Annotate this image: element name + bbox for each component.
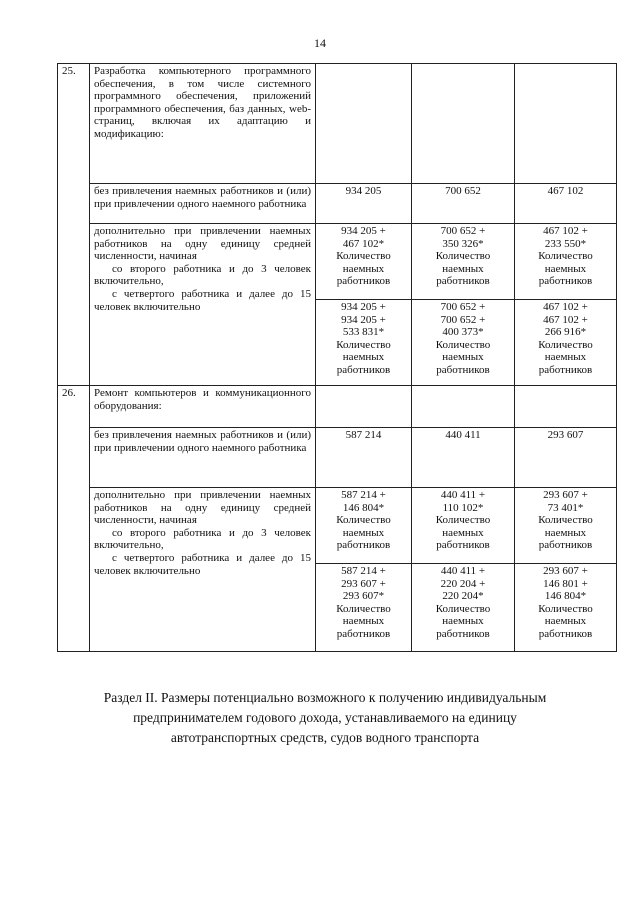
tier2-cell: 700 652 + 700 652 + 400 373* Количество наемных работников <box>412 300 515 386</box>
table-row <box>58 386 617 428</box>
table-row <box>58 184 617 224</box>
from-second-worker: со второго работника и до 3 человек включительно, <box>94 526 311 552</box>
table-row <box>58 428 617 488</box>
table-row <box>58 488 617 564</box>
tier1-cell: 587 214 + 146 804* Количество наемных работников <box>316 488 412 564</box>
additional-intro: дополнительно при привлечении наемных работников на одну единицу средней численности, начиная <box>94 225 311 263</box>
tier2-cell: 587 214 + 293 607 + 293 607* Количество наемных работников <box>316 564 412 652</box>
additional-intro: дополнительно при привлечении наемных работников на одну единицу средней численности, начиная <box>94 489 311 527</box>
section-heading-line: предпринимателем годового дохода, устанавливаемого на единицу <box>133 710 517 725</box>
tier1-cell: 934 205 + 467 102* Количество наемных работников <box>316 224 412 300</box>
row-number: 26. <box>58 386 90 652</box>
page-number: 14 <box>314 36 326 50</box>
tier1-cell: 700 652 + 350 326* Количество наемных работников <box>412 224 515 300</box>
value-cell: 700 652 <box>412 184 515 224</box>
value-cell: 440 411 <box>412 428 515 488</box>
tier2-cell: 934 205 + 934 205 + 533 831* Количество наемных работников <box>316 300 412 386</box>
additional-workers-label <box>90 224 316 386</box>
from-fourth-worker: с четвертого работника и далее до 15 человек включительно <box>94 287 311 313</box>
without-workers-label: без привлечения наемных работников и (или) при привлечении одного наемного работника <box>90 184 316 224</box>
value-cell: 467 102 <box>515 184 617 224</box>
from-fourth-worker: с четвертого работника и далее до 15 человек включительно <box>94 551 311 577</box>
table-row <box>58 64 617 184</box>
table-row <box>58 224 617 300</box>
tier1-cell: 440 411 + 110 102* Количество наемных работников <box>412 488 515 564</box>
tier2-cell: 467 102 + 467 102 + 266 916* Количество наемных работников <box>515 300 617 386</box>
activity-title: Ремонт компьютеров и коммуникационного оборудования: <box>90 386 316 428</box>
value-cell: 934 205 <box>316 184 412 224</box>
without-workers-label: без привлечения наемных работников и (или) при привлечении одного наемного работника <box>90 428 316 488</box>
section-heading-line: Раздел II. Размеры потенциально возможного к получению индивидуальным <box>103 690 547 705</box>
section-heading <box>60 688 590 748</box>
tier2-cell: 293 607 + 146 801 + 146 804* Количество наемных работников <box>515 564 617 652</box>
section-heading-line: автотранспортных средств, судов водного транспорта <box>170 730 480 745</box>
tier2-cell: 440 411 + 220 204 + 220 204* Количество наемных работников <box>412 564 515 652</box>
value-cell: 587 214 <box>316 428 412 488</box>
income-table <box>57 63 617 652</box>
tier1-cell: 293 607 + 73 401* Количество наемных работников <box>515 488 617 564</box>
from-second-worker: со второго работника и до 3 человек включительно, <box>94 262 311 288</box>
row-number: 25. <box>58 64 90 386</box>
tier1-cell: 467 102 + 233 550* Количество наемных работников <box>515 224 617 300</box>
value-cell: 293 607 <box>515 428 617 488</box>
activity-title: Разработка компьютерного программного обеспечения, в том числе системного программного обеспечения, приложений программного обеспечения, баз данных, web-страниц, включая их адаптацию и модификацию: <box>90 64 316 184</box>
additional-workers-label <box>90 488 316 652</box>
